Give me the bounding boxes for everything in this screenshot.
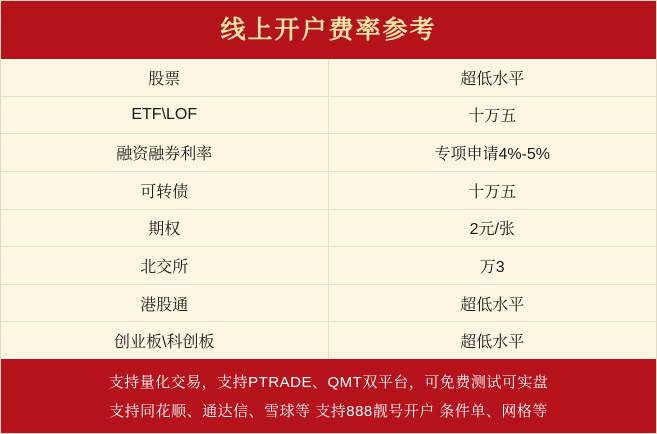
row-value: 超低水平	[460, 296, 525, 314]
fee-rate-table	[1, 59, 656, 359]
row-label: 融资融券利率	[1, 134, 329, 171]
table-row	[1, 285, 656, 323]
row-label: 港股通	[1, 285, 329, 322]
table-row	[1, 172, 656, 210]
row-value: 2元/张	[469, 221, 515, 239]
footer-line-2: 支持同花顺、通达信、雪球等 支持888靓号开户 条件单、网格等	[109, 403, 548, 420]
row-value: 十万五	[468, 108, 517, 126]
row-label: 股票	[1, 59, 329, 96]
table-row	[1, 59, 656, 97]
row-label: 可转债	[1, 172, 329, 209]
row-value: 超低水平	[460, 70, 525, 88]
row-value: 万3	[479, 258, 505, 276]
row-value: 超低水平	[460, 334, 525, 352]
table-row	[1, 134, 656, 172]
row-value: 十万五	[468, 183, 517, 201]
table-row	[1, 210, 656, 248]
row-value: 专项申请4%-5%	[434, 146, 551, 164]
row-label: 期权	[1, 210, 329, 247]
footer-line-1: 支持量化交易，支持PTRADE、QMT双平台，可免费测试可实盘	[108, 374, 549, 391]
table-row	[1, 322, 656, 359]
row-label: 北交所	[1, 247, 329, 284]
table-row	[1, 247, 656, 285]
footer-banner	[1, 359, 656, 433]
table-row	[1, 97, 656, 135]
page-title: 线上开户费率参考	[1, 1, 656, 59]
row-label: ETF\LOF	[1, 97, 329, 134]
row-label: 创业板\科创板	[1, 322, 329, 359]
